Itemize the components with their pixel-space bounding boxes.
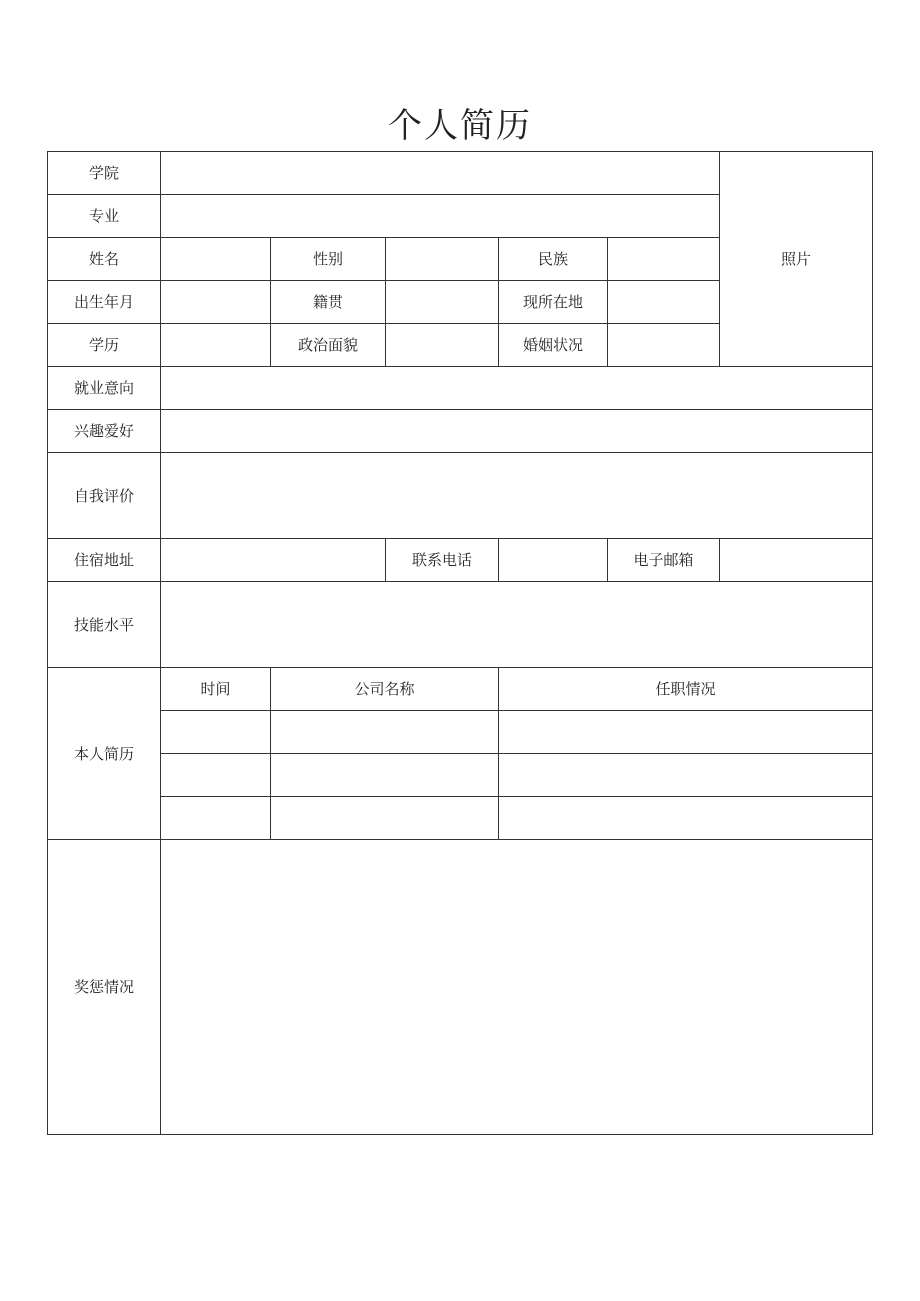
ethnicity-value[interactable] xyxy=(608,238,720,281)
gender-value[interactable] xyxy=(386,238,499,281)
email-label: 电子邮箱 xyxy=(608,539,720,582)
awards-value[interactable] xyxy=(161,840,873,1135)
awards-label: 奖惩情况 xyxy=(48,840,161,1135)
history-header-company: 公司名称 xyxy=(271,668,499,711)
political-status-value[interactable] xyxy=(386,324,499,367)
page-title: 个人简历 xyxy=(388,106,532,146)
education-value[interactable] xyxy=(161,324,271,367)
history-company-cell[interactable] xyxy=(271,711,499,754)
email-value[interactable] xyxy=(720,539,873,582)
resume-history-label: 本人简历 xyxy=(48,668,161,840)
major-label: 专业 xyxy=(48,195,161,238)
photo-box[interactable]: 照片 xyxy=(720,152,873,367)
table-row xyxy=(48,711,873,754)
current-location-label: 现所在地 xyxy=(499,281,608,324)
hobbies-label: 兴趣爱好 xyxy=(48,410,161,453)
skills-label: 技能水平 xyxy=(48,582,161,668)
history-position-cell[interactable] xyxy=(499,711,873,754)
native-place-value[interactable] xyxy=(386,281,499,324)
gender-label: 性别 xyxy=(271,238,386,281)
history-time-cell[interactable] xyxy=(161,711,271,754)
self-evaluation-label: 自我评价 xyxy=(48,453,161,539)
skills-value[interactable] xyxy=(161,582,873,668)
history-header-time: 时间 xyxy=(161,668,271,711)
birth-label: 出生年月 xyxy=(48,281,161,324)
history-time-cell[interactable] xyxy=(161,797,271,840)
address-value[interactable] xyxy=(161,539,386,582)
table-row xyxy=(48,754,873,797)
current-location-value[interactable] xyxy=(608,281,720,324)
marital-status-value[interactable] xyxy=(608,324,720,367)
job-intention-label: 就业意向 xyxy=(48,367,161,410)
college-label: 学院 xyxy=(48,152,161,195)
hobbies-value[interactable] xyxy=(161,410,873,453)
native-place-label: 籍贯 xyxy=(271,281,386,324)
college-value[interactable] xyxy=(161,152,720,195)
history-company-cell[interactable] xyxy=(271,754,499,797)
phone-label: 联系电话 xyxy=(386,539,499,582)
name-label: 姓名 xyxy=(48,238,161,281)
history-time-cell[interactable] xyxy=(161,754,271,797)
education-label: 学历 xyxy=(48,324,161,367)
major-value[interactable] xyxy=(161,195,720,238)
history-header-position: 任职情况 xyxy=(499,668,873,711)
birth-value[interactable] xyxy=(161,281,271,324)
history-position-cell[interactable] xyxy=(499,797,873,840)
phone-value[interactable] xyxy=(499,539,608,582)
job-intention-value[interactable] xyxy=(161,367,873,410)
marital-status-label: 婚姻状况 xyxy=(499,324,608,367)
name-value[interactable] xyxy=(161,238,271,281)
resume-form-table xyxy=(47,151,873,1135)
political-status-label: 政治面貌 xyxy=(271,324,386,367)
self-evaluation-value[interactable] xyxy=(161,453,873,539)
ethnicity-label: 民族 xyxy=(499,238,608,281)
address-label: 住宿地址 xyxy=(48,539,161,582)
history-position-cell[interactable] xyxy=(499,754,873,797)
history-company-cell[interactable] xyxy=(271,797,499,840)
table-row xyxy=(48,797,873,840)
